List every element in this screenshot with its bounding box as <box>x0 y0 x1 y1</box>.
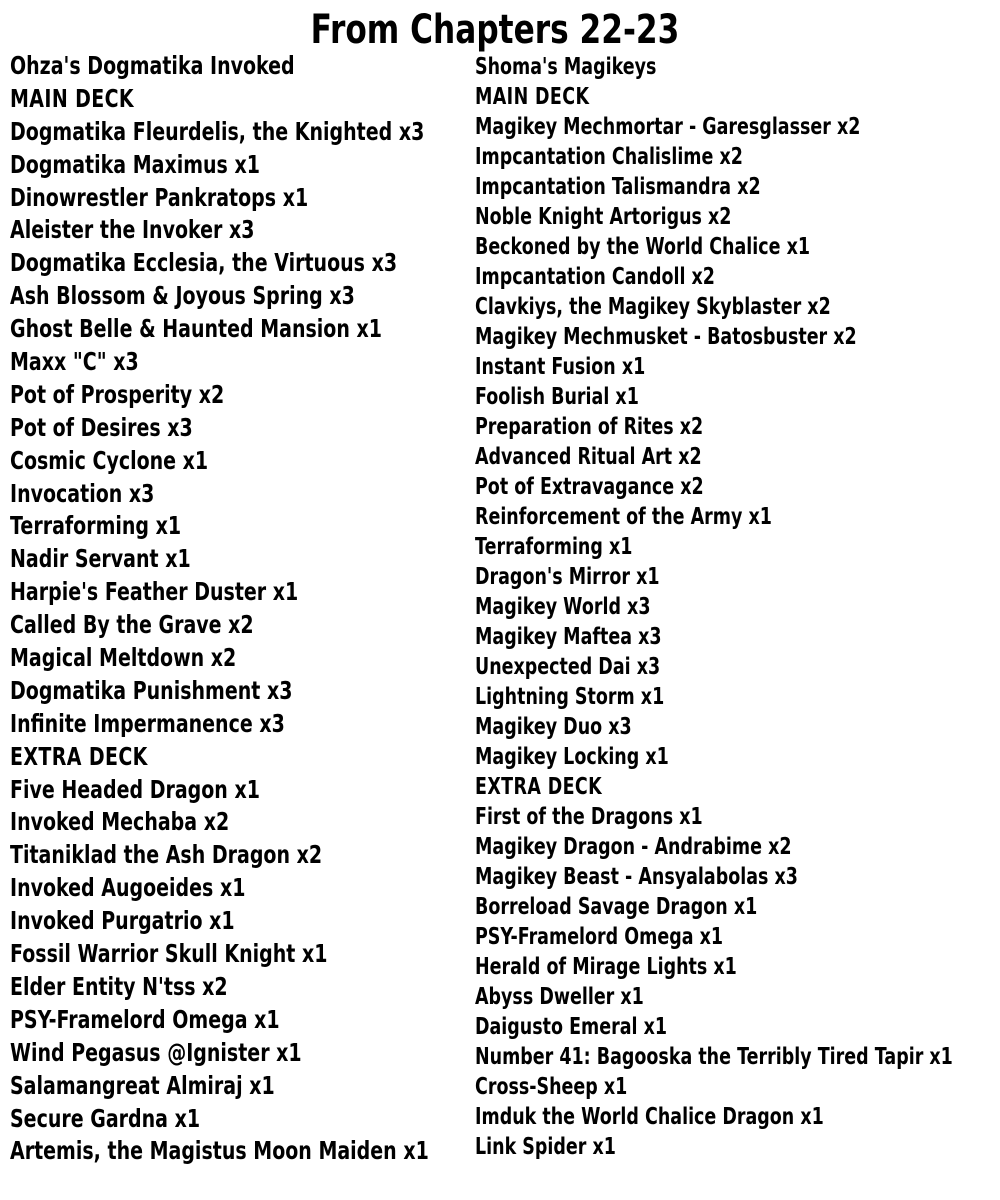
card-entry: Pot of Prosperity x2 <box>10 379 225 409</box>
card-entry: Dogmatika Fleurdelis, the Knighted x3 <box>10 116 425 146</box>
card-entry: Dogmatika Maximus x1 <box>10 149 260 179</box>
section-heading-extra-deck: EXTRA DECK <box>475 774 603 800</box>
card-entry: Magikey World x3 <box>475 594 651 620</box>
page-title: From Chapters 22-23 <box>310 7 680 53</box>
card-entry: Magikey Mechmusket - Batosbuster x2 <box>475 324 857 350</box>
card-entry: Beckoned by the World Chalice x1 <box>475 234 811 260</box>
card-entry: Wind Pegasus @Ignister x1 <box>10 1037 302 1067</box>
card-entry: Borreload Savage Dragon x1 <box>475 894 758 920</box>
card-entry: Dragon's Mirror x1 <box>475 564 660 590</box>
card-entry: PSY-Framelord Omega x1 <box>10 1004 280 1034</box>
card-entry: Lightning Storm x1 <box>475 684 665 710</box>
card-entry: Fossil Warrior Skull Knight x1 <box>10 939 328 969</box>
section-heading-main-deck: MAIN DECK <box>475 84 590 110</box>
card-entry: Cosmic Cyclone x1 <box>10 445 209 475</box>
card-entry: Number 41: Bagooska the Terribly Tired Tapir x1 <box>475 1044 953 1070</box>
card-entry: Foolish Burial x1 <box>475 384 639 410</box>
card-entry: Elder Entity N'tss x2 <box>10 971 228 1001</box>
card-entry: Imduk the World Chalice Dragon x1 <box>475 1104 824 1130</box>
deck-owner-title: Ohza's Dogmatika Invoked <box>10 51 295 80</box>
card-entry: Secure Gardna x1 <box>10 1103 201 1133</box>
card-entry: Impcantation Chalislime x2 <box>475 144 743 170</box>
card-entry: Magikey Duo x3 <box>475 714 632 740</box>
card-entry: Five Headed Dragon x1 <box>10 774 260 804</box>
card-entry: Unexpected Dai x3 <box>475 654 661 680</box>
card-entry: Magikey Locking x1 <box>475 744 669 770</box>
card-entry: Pot of Desires x3 <box>10 412 193 442</box>
card-entry: Clavkiys, the Magikey Skyblaster x2 <box>475 294 831 320</box>
card-entry: Invocation x3 <box>10 478 155 508</box>
right-deck-list <box>475 52 990 1162</box>
card-entry: Magikey Beast - Ansyalabolas x3 <box>475 864 798 890</box>
section-heading-main-deck: MAIN DECK <box>10 83 135 113</box>
card-entry: Terraforming x1 <box>10 511 182 541</box>
card-entry: Abyss Dweller x1 <box>475 984 644 1010</box>
card-entry: Infinite Impermanence x3 <box>10 708 285 738</box>
card-entry: Dogmatika Punishment x3 <box>10 675 293 705</box>
card-entry: Daigusto Emeral x1 <box>475 1014 668 1040</box>
card-entry: Invoked Purgatrio x1 <box>10 906 235 936</box>
card-entry: Dogmatika Ecclesia, the Virtuous x3 <box>10 248 398 278</box>
card-entry: Artemis, the Magistus Moon Maiden x1 <box>10 1136 429 1166</box>
card-entry: Magikey Dragon - Andrabime x2 <box>475 834 792 860</box>
card-entry: Dinowrestler Pankratops x1 <box>10 182 309 212</box>
card-entry: Invoked Augoeides x1 <box>10 873 246 903</box>
card-entry: First of the Dragons x1 <box>475 804 703 830</box>
card-entry: Magikey Maftea x3 <box>475 624 662 650</box>
section-heading-extra-deck: EXTRA DECK <box>10 741 148 771</box>
card-entry: Pot of Extravagance x2 <box>475 474 704 500</box>
card-entry: Harpie's Feather Duster x1 <box>10 577 299 607</box>
card-entry: PSY-Framelord Omega x1 <box>475 924 724 950</box>
card-entry: Impcantation Talismandra x2 <box>475 174 761 200</box>
card-entry: Ash Blossom & Joyous Spring x3 <box>10 281 355 311</box>
card-entry: Aleister the Invoker x3 <box>10 215 255 245</box>
card-entry: Titaniklad the Ash Dragon x2 <box>10 840 323 870</box>
card-entry: Invoked Mechaba x2 <box>10 807 230 837</box>
card-entry: Terraforming x1 <box>475 534 633 560</box>
card-entry: Link Spider x1 <box>475 1134 616 1160</box>
card-entry: Magical Meltdown x2 <box>10 643 237 673</box>
card-entry: Preparation of Rites x2 <box>475 414 704 440</box>
card-entry: Magikey Mechmortar - Garesglasser x2 <box>475 114 861 140</box>
card-entry: Instant Fusion x1 <box>475 354 646 380</box>
card-entry: Herald of Mirage Lights x1 <box>475 954 737 980</box>
left-deck-list <box>10 50 470 1168</box>
card-entry: Reinforcement of the Army x1 <box>475 504 772 530</box>
card-entry: Advanced Ritual Art x2 <box>475 444 702 470</box>
card-entry: Nadir Servant x1 <box>10 544 191 574</box>
card-entry: Called By the Grave x2 <box>10 610 254 640</box>
deck-owner-title: Shoma's Magikeys <box>475 54 657 80</box>
card-entry: Ghost Belle & Haunted Mansion x1 <box>10 314 382 344</box>
card-entry: Maxx "C" x3 <box>10 347 139 377</box>
card-entry: Salamangreat Almiraj x1 <box>10 1070 275 1100</box>
card-entry: Cross-Sheep x1 <box>475 1074 628 1100</box>
card-entry: Impcantation Candoll x2 <box>475 264 715 290</box>
card-entry: Noble Knight Artorigus x2 <box>475 204 732 230</box>
